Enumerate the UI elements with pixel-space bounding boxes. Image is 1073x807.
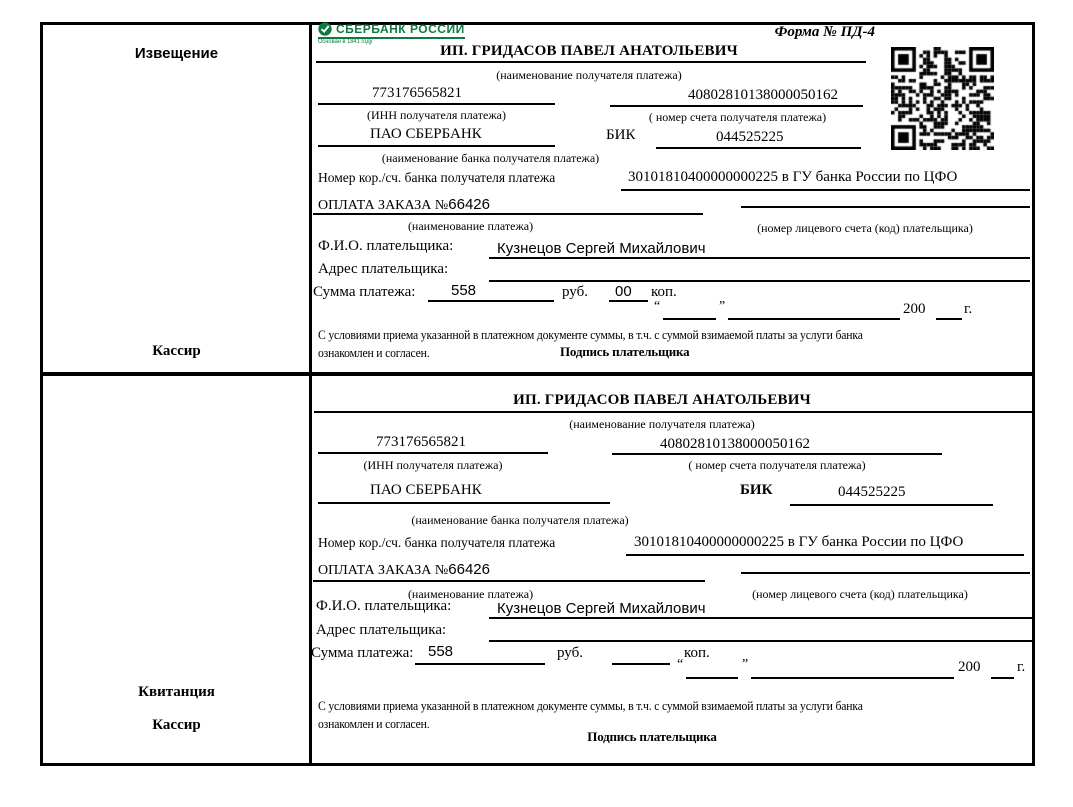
signature-label: Подпись плательщика <box>587 729 717 744</box>
sberbank-logo-text: СБЕРБАНК РОССИИ <box>336 22 465 36</box>
rub-label: руб. <box>562 284 588 300</box>
account-caption: ( номер счета получателя платежа) <box>648 110 827 124</box>
kop-label: коп. <box>684 645 710 661</box>
payment-purpose-prefix: ОПЛАТА ЗАКАЗА № <box>318 563 449 578</box>
personal-account-caption: (номер лицевого счета (код) плательщика) <box>752 587 968 601</box>
agreement-text-line2: ознакомлен и согласен. <box>318 345 430 360</box>
amount-label: Сумма платежа: <box>313 284 416 300</box>
sberbank-logo <box>318 22 465 45</box>
bank-caption: (наименование банка получателя платежа) <box>411 513 629 527</box>
year-line <box>936 318 962 320</box>
year-line <box>991 677 1014 679</box>
payer-name-label: Ф.И.О. плательщика: <box>316 598 452 614</box>
field-line <box>489 257 1030 259</box>
year-suffix: г. <box>964 301 973 317</box>
bik-value: 044525225 <box>716 129 784 145</box>
receipt-cashier-label: Кассир <box>152 717 201 733</box>
field-line <box>415 663 545 665</box>
field-line <box>612 453 942 455</box>
personal-account-caption: (номер лицевого счета (код) плательщика) <box>757 221 973 235</box>
bank-name-value: ПАО СБЕРБАНК <box>370 482 482 498</box>
bank-name-value: ПАО СБЕРБАНК <box>370 126 482 142</box>
rub-label: руб. <box>557 645 583 661</box>
field-line <box>741 572 1030 574</box>
quote-open: “ <box>654 299 661 314</box>
payment-caption: (наименование платежа) <box>407 587 534 601</box>
field-line <box>313 213 703 215</box>
field-line <box>610 105 863 107</box>
corr-account-label: Номер кор./сч. банка получателя платежа <box>318 535 556 550</box>
field-line <box>790 504 993 506</box>
agreement-text-line2: ознакомлен и согласен. <box>318 716 430 731</box>
year-prefix: 200 <box>958 659 981 675</box>
notice-cashier-label: Кассир <box>152 343 201 359</box>
field-line <box>314 411 1033 413</box>
account-caption: ( номер счета получателя платежа) <box>688 458 866 472</box>
amount-rub-value: 558 <box>428 643 454 660</box>
bik-label: БИК <box>606 127 636 143</box>
quote-open: “ <box>677 657 684 672</box>
amount-label: Сумма платежа: <box>311 645 414 661</box>
receipt-stub-title: Квитанция <box>138 684 215 700</box>
section-divider <box>40 372 1035 376</box>
recipient-caption: (наименование получателя платежа) <box>569 417 755 431</box>
field-line <box>489 280 1030 282</box>
notice-stub-title: Извещение <box>134 45 219 62</box>
field-line <box>609 300 648 302</box>
amount-kop-value: 00 <box>615 283 632 300</box>
recipient-name: ИП. ГРИДАСОВ ПАВЕЛ АНАТОЛЬЕВИЧ <box>513 392 811 408</box>
payer-name-label: Ф.И.О. плательщика: <box>318 238 454 254</box>
corr-account-value: 30101810400000000225 в ГУ банка России по ЦФО <box>634 534 964 550</box>
quote-close: ” <box>719 299 726 314</box>
bik-value: 044525225 <box>838 484 906 500</box>
field-line <box>626 554 1024 556</box>
year-prefix: 200 <box>903 301 926 317</box>
form-title: Форма № ПД-4 <box>774 24 875 40</box>
field-line <box>489 640 1034 642</box>
kop-label: коп. <box>651 284 677 300</box>
quote-close: ” <box>742 657 749 672</box>
payment-purpose-prefix: ОПЛАТА ЗАКАЗА № <box>318 198 449 213</box>
payer-name-value: Кузнецов Сергей Михайлович <box>497 600 706 617</box>
payment-purpose <box>318 196 490 214</box>
payer-address-label: Адрес плательщика: <box>318 261 449 277</box>
date-month-line <box>728 318 900 320</box>
field-line <box>318 452 548 454</box>
field-line <box>316 61 866 63</box>
field-line <box>313 580 705 582</box>
date-day-line <box>663 318 716 320</box>
payer-name-value: Кузнецов Сергей Михайлович <box>497 240 706 257</box>
year-suffix: г. <box>1017 659 1026 675</box>
inn-caption: (ИНН получателя платежа) <box>367 108 506 122</box>
order-number: 66426 <box>448 561 490 578</box>
payment-purpose <box>318 561 490 579</box>
signature-label: Подпись плательщика <box>560 344 690 359</box>
payer-address-label: Адрес плательщика: <box>316 622 447 638</box>
field-line <box>489 617 1034 619</box>
account-value: 40802810138000050162 <box>660 436 810 452</box>
field-line <box>612 663 670 665</box>
recipient-name: ИП. ГРИДАСОВ ПАВЕЛ АНАТОЛЬЕВИЧ <box>440 43 738 59</box>
qr-code <box>891 47 994 150</box>
payment-caption: (наименование платежа) <box>407 219 534 233</box>
bank-caption: (наименование банка получателя платежа) <box>381 151 600 165</box>
field-line <box>656 147 861 149</box>
sberbank-tagline: Основан в 1841 году <box>318 39 373 45</box>
date-day-line <box>686 677 738 679</box>
inn-value: 773176565821 <box>376 434 466 450</box>
recipient-caption: (наименование получателя платежа) <box>496 68 682 82</box>
field-line <box>318 502 610 504</box>
corr-account-label: Номер кор./сч. банка получателя платежа <box>318 170 556 185</box>
field-line <box>741 206 1030 208</box>
order-number: 66426 <box>448 196 490 213</box>
amount-rub-value: 558 <box>451 282 477 299</box>
field-line <box>621 189 1030 191</box>
corr-account-value: 30101810400000000225 в ГУ банка России по ЦФО <box>628 169 958 185</box>
agreement-text-line1: С условиями приема указанной в платежном документе суммы, в т.ч. с суммой взимаемой платы за услуги банка <box>318 698 863 713</box>
inn-value: 773176565821 <box>372 85 462 101</box>
agreement-text-line1: С условиями приема указанной в платежном документе суммы, в т.ч. с суммой взимаемой платы за услуги банка <box>318 327 863 342</box>
field-line <box>318 103 555 105</box>
account-value: 40802810138000050162 <box>688 87 838 103</box>
field-line <box>428 300 554 302</box>
date-month-line <box>751 677 954 679</box>
sberbank-check-icon <box>318 22 332 36</box>
bik-label: БИК <box>740 482 773 498</box>
inn-caption: (ИНН получателя платежа) <box>363 458 503 472</box>
field-line <box>318 145 555 147</box>
